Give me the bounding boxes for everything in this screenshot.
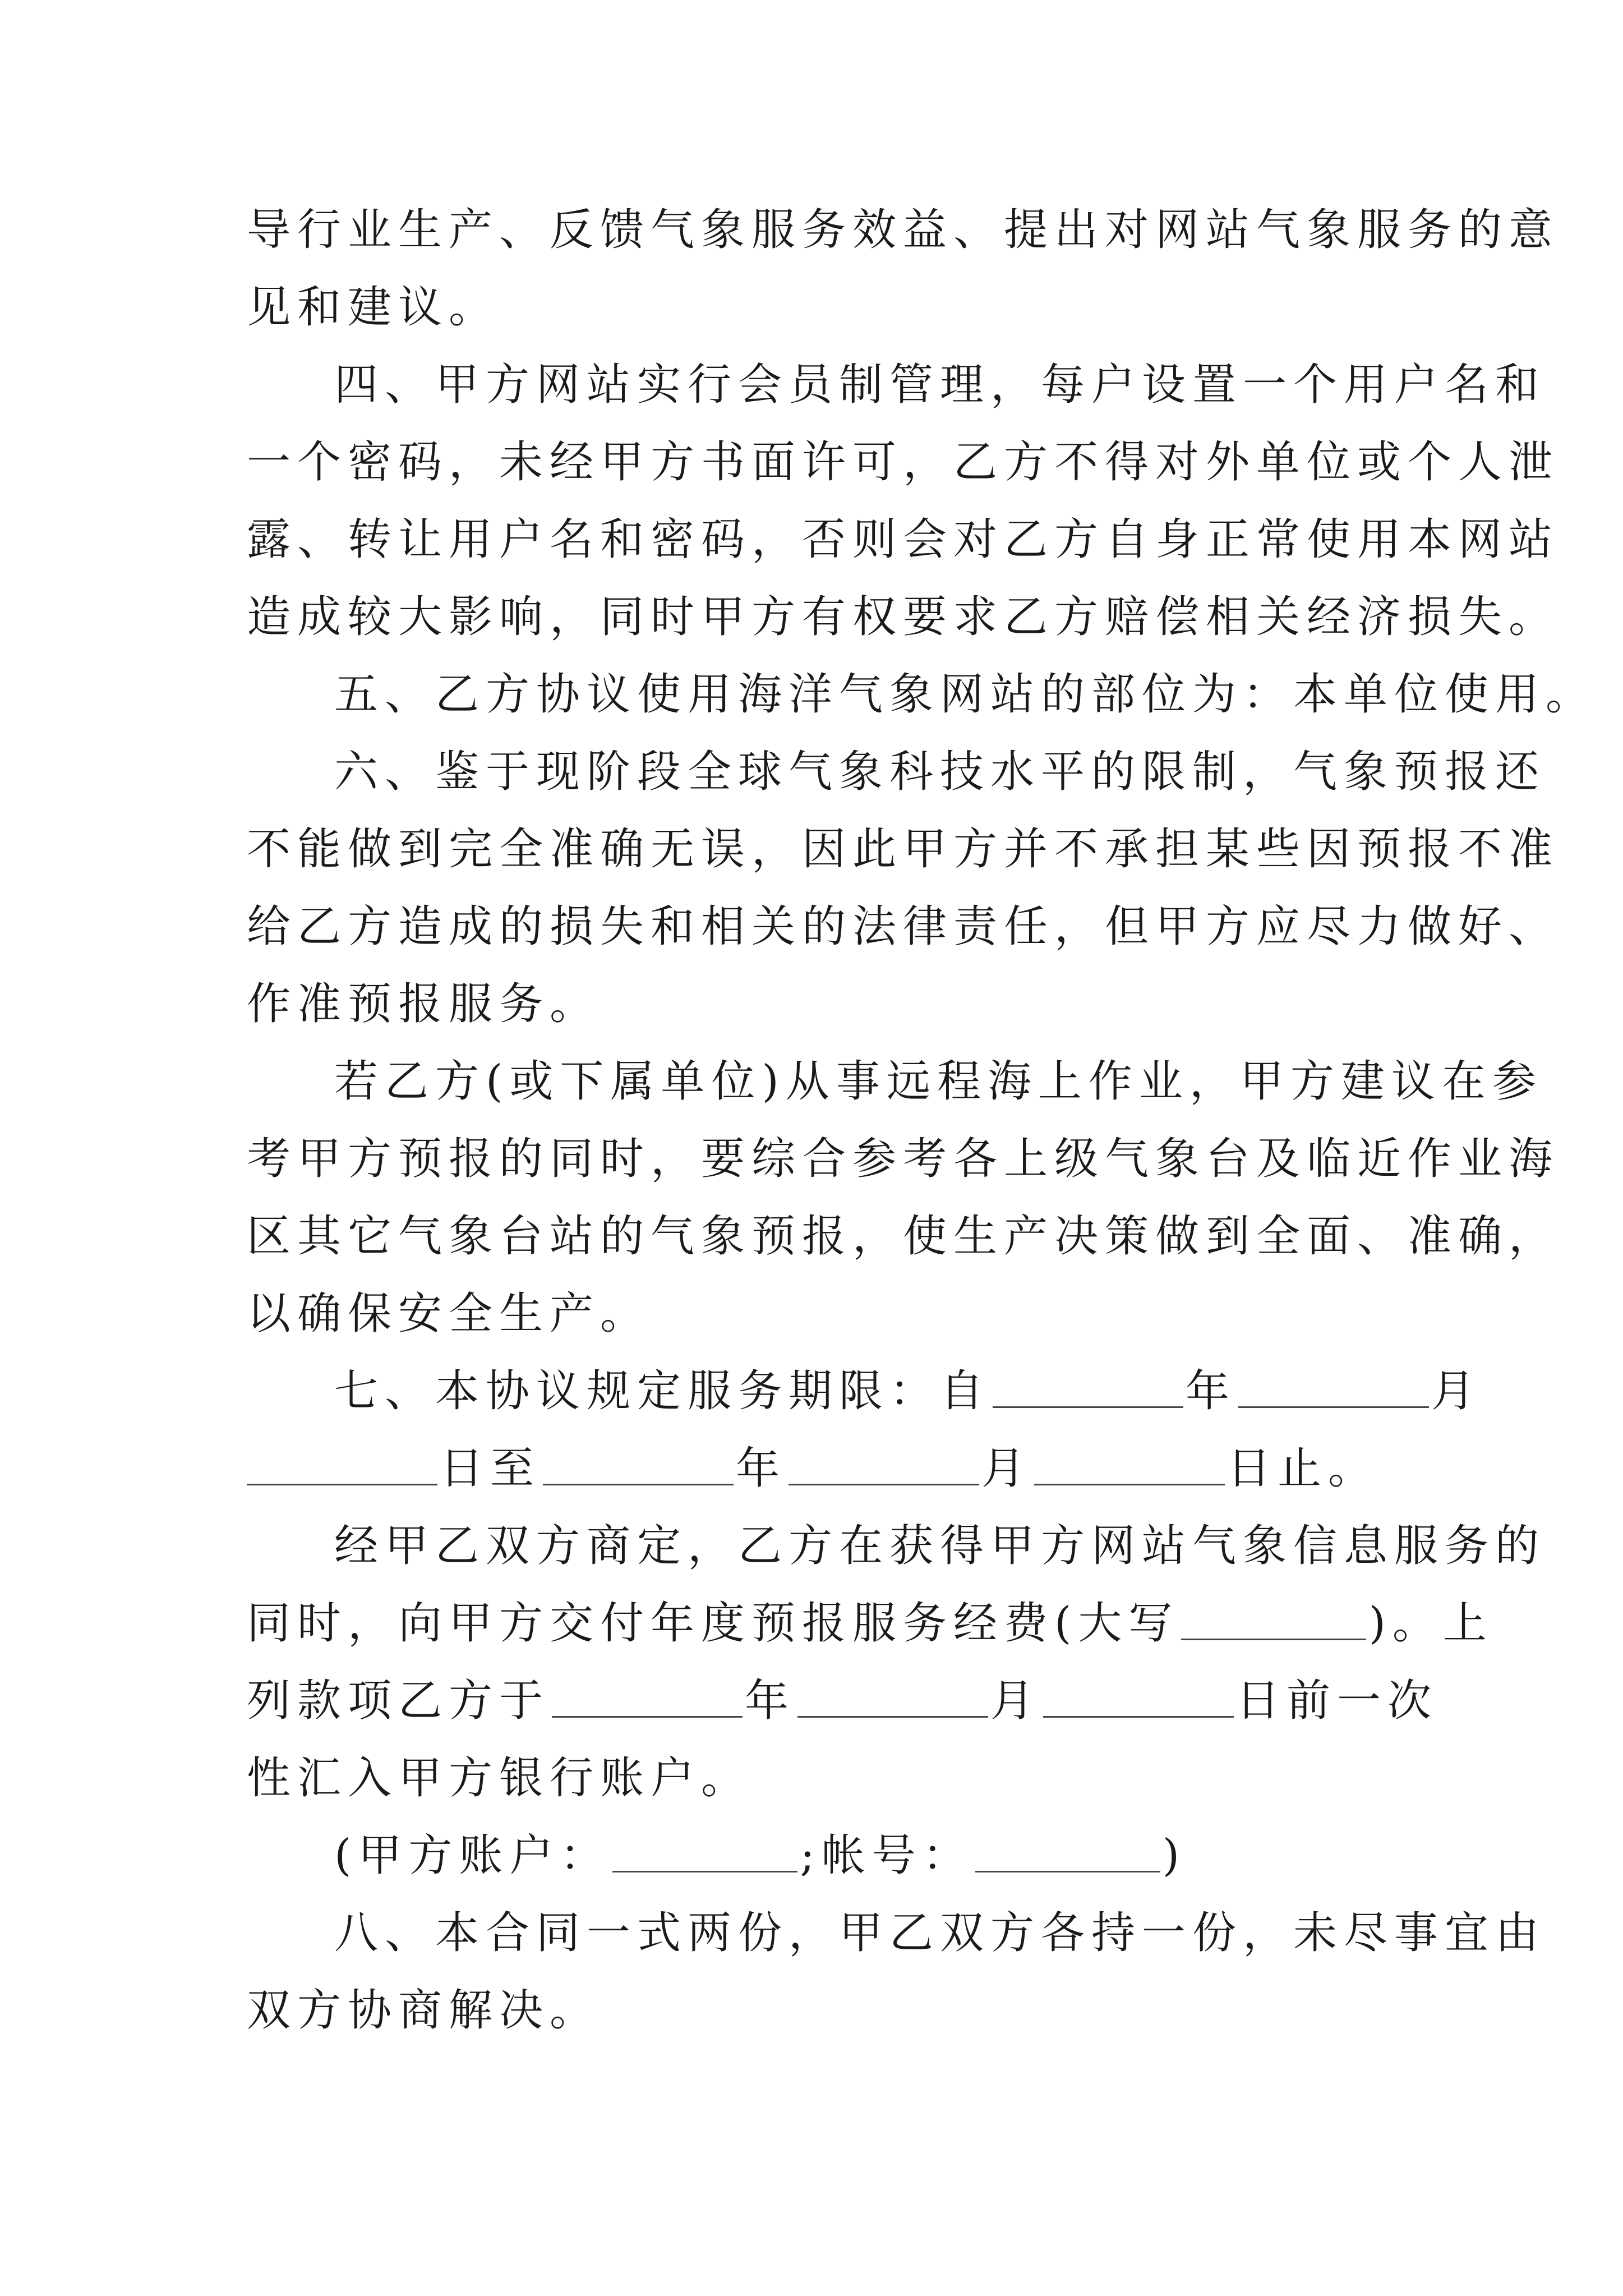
text-segment: (甲方账户： [334,1830,611,1881]
text-segment: 列款项乙方于 [247,1676,550,1726]
text-line: 作准预报服务。 [247,979,601,1029]
fill-in-blank[interactable] [1034,1444,1225,1485]
fill-in-blank[interactable] [247,1444,437,1485]
clause-7-line [247,1441,1378,1497]
account-number-blank[interactable] [975,1832,1160,1872]
text-segment: 年 [745,1676,796,1726]
clause-7b-line [247,1673,1438,1729]
text-segment: 月 [1431,1366,1482,1416]
fill-in-blank[interactable] [993,1367,1183,1408]
text-line: 造成较大影响，同时甲方有权要求乙方赔偿相关经济损失。 [247,592,1560,642]
fill-in-blank[interactable] [789,1444,979,1485]
fill-in-blank[interactable] [1181,1599,1366,1640]
clause-6b-line: 若乙方(或下属单位)从事远程海上作业，甲方建议在参 [334,1056,1543,1107]
text-line: 一个密码，未经甲方书面许可，乙方不得对外单位或个人泄 [247,437,1560,487]
text-segment: 七、本协议规定服务期限：自 [334,1366,991,1416]
text-segment: 年 [736,1443,787,1494]
fill-in-blank[interactable] [797,1677,988,1718]
text-line: 区其它气象台站的气象预报，使生产决策做到全面、准确， [247,1211,1560,1262]
text-line: 以确保安全生产。 [247,1289,651,1339]
text-line: 不能做到完全准确无误，因此甲方并不承担某些因预报不准 [247,824,1560,875]
text-segment: )。上 [1368,1598,1493,1649]
clause-8-heading-line: 八、本合同一式两份，甲乙双方各持一份，未尽事宜由 [334,1908,1546,1958]
text-line: 导行业生产、反馈气象服务效益、提出对网站气象服务的意 [247,205,1560,255]
text-segment: 日前一次 [1236,1676,1438,1726]
fill-in-blank[interactable] [543,1444,734,1485]
fill-in-blank[interactable] [1238,1367,1429,1408]
text-line: 考甲方预报的同时，要综合参考各上级气象台及临近作业海 [247,1134,1560,1184]
text-line: 双方协商解决。 [247,1985,601,2036]
text-segment: 同时，向甲方交付年度预报服务经费(大写 [247,1598,1179,1649]
clause-7b-line [247,1595,1493,1651]
clause-5-line: 五、乙方协议使用海洋气象网站的部位为：本单位使用。 [334,669,1597,720]
text-line: 见和建议。 [247,282,500,333]
account-name-blank[interactable] [612,1832,797,1872]
text-segment: 日止。 [1227,1443,1379,1494]
account-line [334,1828,1186,1884]
clause-6-heading-line: 六、鉴于现阶段全球气象科技水平的限制，气象预报还 [334,747,1546,797]
text-segment: ;帐号： [800,1830,973,1881]
text-segment: 日至 [440,1443,541,1494]
text-segment: 月 [981,1443,1032,1494]
text-line: 露、转让用户名和密码，否则会对乙方自身正常使用本网站 [247,514,1560,565]
text-segment: 月 [990,1676,1041,1726]
text-segment: 年 [1186,1366,1237,1416]
clause-7-line [334,1363,1482,1419]
text-line: 给乙方造成的损失和相关的法律责任，但甲方应尽力做好、 [247,901,1560,952]
clause-4-heading-line: 四、甲方网站实行会员制管理，每户设置一个用户名和 [334,360,1546,410]
fill-in-blank[interactable] [1043,1677,1234,1718]
text-line: 性汇入甲方银行账户。 [247,1753,752,1803]
clause-7b-line: 经甲乙双方商定，乙方在获得甲方网站气象信息服务的 [334,1521,1546,1571]
fill-in-blank[interactable] [552,1677,743,1718]
text-segment: ) [1162,1830,1187,1881]
